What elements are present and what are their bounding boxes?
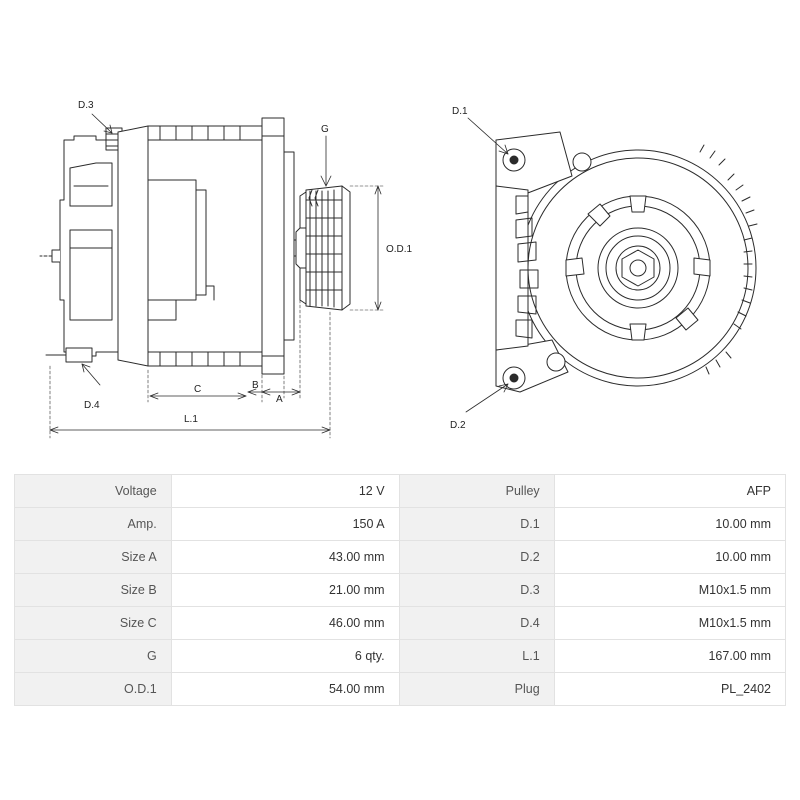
spec-value: 12 V — [171, 475, 399, 508]
spec-value: 150 A — [171, 508, 399, 541]
spec-key: Size C — [15, 607, 172, 640]
table-row — [15, 541, 786, 574]
spec-key: Voltage — [15, 475, 172, 508]
spec-value: M10x1.5 mm — [554, 607, 785, 640]
spec-value: 43.00 mm — [171, 541, 399, 574]
side-view-drawing — [40, 114, 384, 438]
spec-table-body — [15, 475, 786, 706]
spec-value: 10.00 mm — [554, 541, 785, 574]
label-d1: D.1 — [452, 106, 468, 117]
label-d4: D.4 — [84, 400, 100, 411]
spec-value: 46.00 mm — [171, 607, 399, 640]
spec-value: 167.00 mm — [554, 640, 785, 673]
spec-key: Plug — [399, 673, 554, 706]
spec-key: D.1 — [399, 508, 554, 541]
label-b: B — [252, 380, 259, 391]
label-od1: O.D.1 — [386, 244, 413, 255]
spec-key: O.D.1 — [15, 673, 172, 706]
spec-key: Pulley — [399, 475, 554, 508]
table-row — [15, 574, 786, 607]
label-a: A — [276, 394, 283, 405]
table-row — [15, 475, 786, 508]
spec-key: D.3 — [399, 574, 554, 607]
table-row — [15, 607, 786, 640]
spec-value: PL_2402 — [554, 673, 785, 706]
spec-value: 21.00 mm — [171, 574, 399, 607]
spec-value: AFP — [554, 475, 785, 508]
label-l1: L.1 — [184, 414, 198, 425]
label-c: C — [194, 384, 202, 395]
label-g: G — [321, 124, 329, 135]
table-row — [15, 640, 786, 673]
spec-value: 54.00 mm — [171, 673, 399, 706]
spec-key: Size B — [15, 574, 172, 607]
label-d2: D.2 — [450, 420, 466, 431]
spec-value: 6 qty. — [171, 640, 399, 673]
specifications-table — [14, 474, 786, 706]
spec-key: D.4 — [399, 607, 554, 640]
spec-key: Amp. — [15, 508, 172, 541]
table-row — [15, 508, 786, 541]
label-d3: D.3 — [78, 100, 94, 111]
spec-key: L.1 — [399, 640, 554, 673]
spec-value: M10x1.5 mm — [554, 574, 785, 607]
spec-key: G — [15, 640, 172, 673]
front-view-drawing — [466, 118, 757, 412]
table-row — [15, 673, 786, 706]
spec-key: Size A — [15, 541, 172, 574]
spec-value: 10.00 mm — [554, 508, 785, 541]
spec-key: D.2 — [399, 541, 554, 574]
